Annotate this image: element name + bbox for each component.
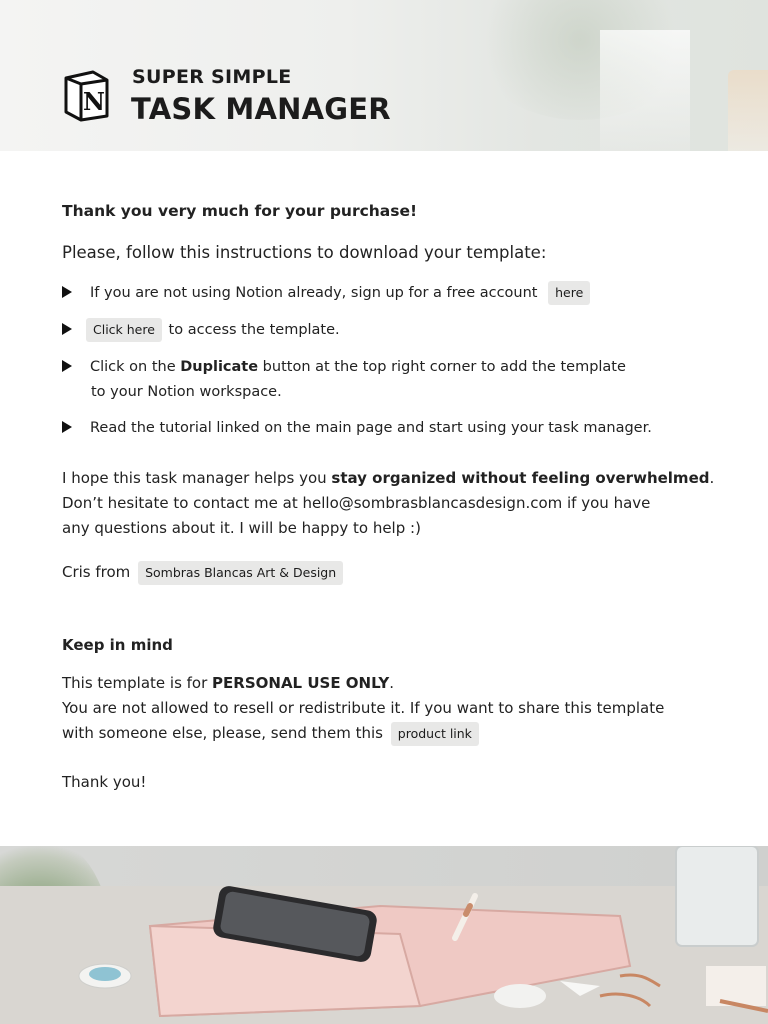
contact-line: Don’t hesitate to contact me at hello@sombrasblancasdesign.com if you have [62,494,651,512]
bullet-triangle-icon [62,286,72,298]
list-item [62,281,592,306]
header-banner [0,0,768,151]
text: . [709,469,715,487]
text: . [389,674,394,692]
list-item [62,318,340,343]
step-text: Click on the [90,359,181,375]
step-text-continued: to your Notion workspace. [91,384,282,400]
glass-decoration [728,70,768,151]
background-blur [600,30,690,151]
step-text: button at the top right corner to add the template [258,359,626,375]
list-item [62,355,626,380]
footer-photo [0,846,768,1024]
hope-paragraph-line [62,466,714,491]
step-text: If you are not using Notion already, sign up for a free account [90,285,538,301]
studio-link-button[interactable]: Sombras Blancas Art & Design [138,561,343,585]
text: I hope this task manager helps you [62,469,332,487]
click-here-button[interactable]: Click here [86,318,162,342]
help-line: any questions about it. I will be happy to help :) [62,519,421,537]
brand-subtitle: SUPER SIMPLE [132,66,292,88]
instructions-intro: Please, follow this instructions to download your template: [62,243,547,262]
product-link-button[interactable]: product link [391,722,479,746]
emphasis-text: stay organized without feeling overwhelmed [331,469,710,487]
step-text: Read the tutorial linked on the main page and start using your task manager. [90,420,652,436]
duplicate-text: Duplicate [180,359,259,375]
text: with someone else, please, send them this [62,724,383,742]
emphasis-text: PERSONAL USE ONLY [212,674,390,692]
bullet-triangle-icon [62,360,72,372]
svg-text:N: N [83,87,105,116]
bullet-triangle-icon [62,421,72,433]
bullet-triangle-icon [62,323,72,335]
closing-text: Thank you! [62,773,147,791]
step-text: to access the template. [168,322,340,338]
desk-illustration [0,846,768,1024]
license-line [62,671,394,696]
signature [62,560,345,585]
license-line: You are not allowed to resell or redistribute it. If you want to share this template [62,699,665,717]
signup-link-button[interactable]: here [548,281,590,305]
list-item [62,416,652,441]
license-line [62,721,481,746]
text: This template is for [62,674,213,692]
notion-logo-icon [63,70,109,122]
signature-text: Cris from [62,563,131,581]
thanks-heading: Thank you very much for your purchase! [62,202,418,220]
page-title: TASK MANAGER [131,92,391,126]
keep-in-mind-heading: Keep in mind [62,636,173,654]
